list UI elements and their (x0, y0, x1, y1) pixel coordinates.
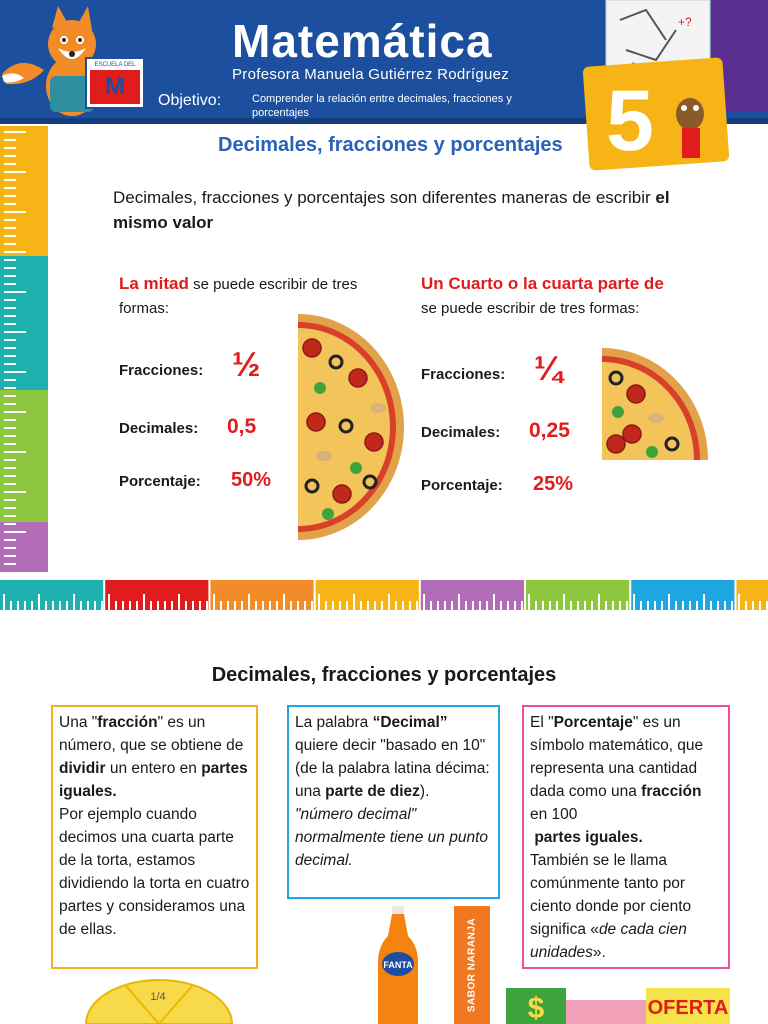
grade-badge (586, 0, 768, 168)
half-decimal-label: Decimales: (119, 420, 199, 437)
card-text: quiere decir "basado en 10" (de la palabra latina décima: una (295, 737, 490, 800)
page-title: Matemática (232, 15, 493, 67)
quarter-fraction-value: ¼ (534, 350, 563, 388)
svg-text:1/4: 1/4 (150, 991, 166, 1003)
half-decimal-value: 0,5 (227, 415, 257, 438)
card-text: Por ejemplo cuando decimos una cuarta parte de la torta, estamos dividiendo la torta en cuatro partes y consideramos una de ellas. (59, 806, 250, 938)
card-bold: “Decimal” (372, 714, 448, 731)
svg-text:5: 5 (606, 73, 654, 169)
card-italic: "número decimal" normalmente tiene un punto decimal. (295, 806, 489, 869)
pepperoni (333, 485, 351, 503)
pie-fraction-image (86, 980, 232, 1024)
card-text: Una " (59, 714, 98, 731)
intro-bold: el mismo valor (113, 188, 670, 232)
half-heading-rest: se puede escribir de tres formas: (119, 276, 358, 317)
sale-banner-image (506, 988, 730, 1024)
half-percent-value: 50% (231, 469, 272, 491)
quarter-decimal-label: Decimales: (421, 424, 501, 441)
quarter-fraction-label: Fracciones: (421, 366, 506, 383)
mushroom (648, 413, 664, 423)
svg-text:M: M (105, 73, 125, 100)
card-bold: fracción (97, 714, 158, 731)
half-pizza-image (298, 314, 404, 540)
svg-text:OFERTA: OFERTA (647, 997, 729, 1019)
card-italic: de cada cien unidades (530, 921, 687, 961)
svg-text:ESCUELA DEL: ESCUELA DEL (94, 62, 136, 68)
pepper (314, 382, 326, 394)
decimal-definition-card (287, 705, 500, 899)
fraction-definition-card (51, 705, 258, 969)
card-bold: partes iguales. (59, 760, 248, 800)
card-bold: fracción (641, 783, 702, 800)
card-text: " es un número, que se obtiene de (59, 714, 244, 754)
pepperoni (303, 339, 321, 357)
half-fraction-label: Fracciones: (119, 362, 204, 379)
mushroom (316, 451, 332, 461)
pepperoni (307, 413, 325, 431)
pepper (612, 406, 624, 418)
card-text: ). (419, 783, 430, 800)
card-bold: parte de diez (325, 783, 420, 800)
card-text: También se le llama comúnmente tanto por ciento donde por ciento significa « (530, 852, 692, 938)
card-text: La palabra (295, 714, 373, 731)
half-heading-highlight: La mitad (119, 274, 189, 293)
soda-bottle-image (372, 906, 424, 1024)
card-bold: Porcentaje (553, 714, 633, 731)
quarter-percent-value: 25% (533, 473, 574, 495)
half-fraction-value: ½ (232, 346, 261, 384)
pepper (322, 508, 334, 520)
card-text: un entero en (105, 760, 202, 777)
objective-label: Objetivo: (158, 92, 222, 109)
teacher-name: Profesora Manuela Gutiérrez Rodríguez (232, 66, 510, 83)
fox-mascot-icon (0, 4, 150, 122)
card-text: " es un símbolo matemático, que representa una cantidad dada como una (530, 714, 704, 800)
intro-paragraph (113, 185, 673, 235)
horizontal-ruler-decoration (0, 576, 768, 614)
quarter-decimal-value: 0,25 (529, 419, 570, 442)
pepperoni (627, 385, 645, 403)
mushroom (370, 403, 386, 413)
card-bold: partes iguales. (534, 829, 643, 846)
pepper (350, 462, 362, 474)
flavor-label-text: SABOR NARANJA (466, 917, 478, 1013)
quarter-heading-highlight: Un Cuarto o la cuarta parte de (421, 274, 664, 293)
section2-title: Decimales, fracciones y porcentajes (211, 664, 557, 686)
card-text: El " (530, 714, 554, 731)
card-text: ». (592, 944, 606, 961)
quarter-heading-rest: se puede escribir de tres formas: (421, 300, 640, 317)
flavor-label (454, 906, 490, 1024)
svg-text:FANTA: FANTA (383, 960, 413, 970)
pepperoni (349, 369, 367, 387)
half-percent-label: Porcentaje: (119, 473, 201, 490)
section1-title: Decimales, fracciones y porcentajes (218, 134, 563, 156)
quarter-percent-label: Porcentaje: (421, 477, 503, 494)
pepperoni (607, 435, 625, 453)
card-bold: dividir (59, 760, 106, 777)
svg-text:$: $ (527, 992, 545, 1024)
card-text: en 100 (530, 806, 578, 823)
left-ruler-decoration (0, 126, 48, 572)
pepperoni (365, 433, 383, 451)
quarter-heading (421, 272, 671, 321)
pepperoni (623, 425, 641, 443)
percent-definition-card (522, 705, 730, 969)
intro-text: Decimales, fracciones y porcentajes son diferentes maneras de escribir (113, 188, 656, 207)
svg-text:+?: +? (678, 15, 692, 29)
objective-text: Comprender la relación entre decimales, fracciones y porcentajes (252, 93, 512, 119)
pepper (646, 446, 658, 458)
quarter-pizza-image (602, 348, 708, 460)
